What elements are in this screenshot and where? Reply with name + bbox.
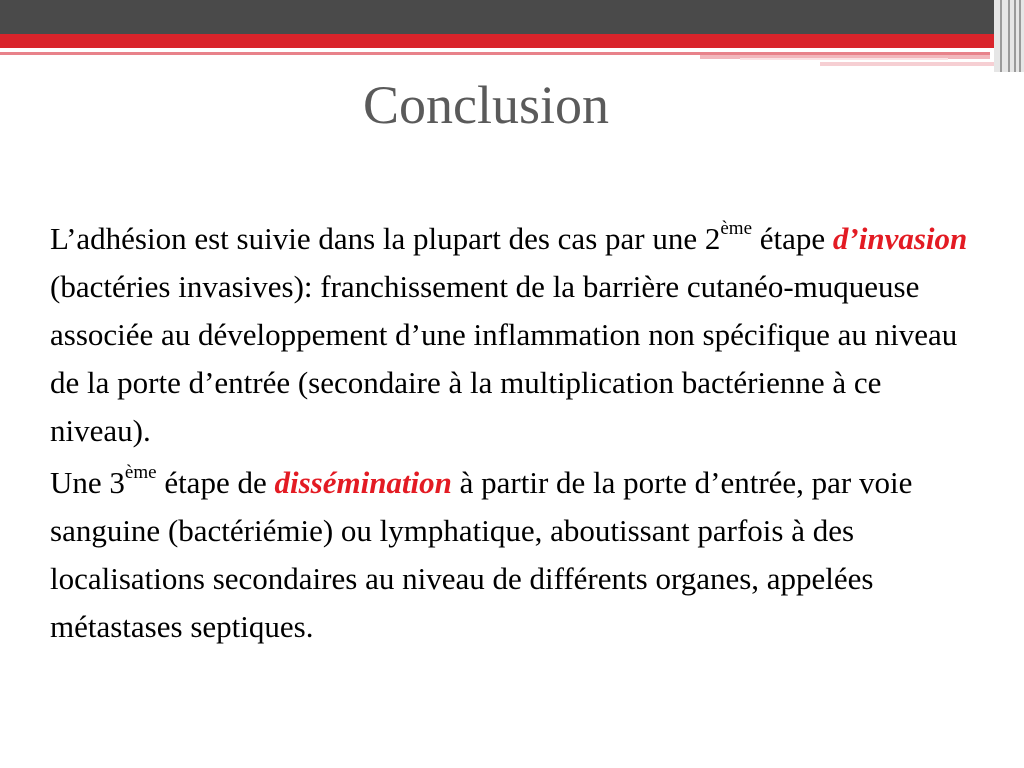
slide-title: Conclusion xyxy=(362,75,609,135)
paragraph-text: à partir de la porte d’entrée, par voie sanguine (bactériémie) ou lymphatique, aboutissant parfois à des localisations secondaires au niveau de différents organes, appelées métastases septiques. xyxy=(50,465,913,644)
slide-body xyxy=(50,215,980,651)
paragraph-text: étape de xyxy=(156,465,275,500)
paragraph-text: étape xyxy=(752,221,833,256)
highlight-term: d’invasion xyxy=(832,221,968,256)
header-accent-line xyxy=(740,58,948,60)
highlight-term: dissémination xyxy=(274,465,452,500)
superscript: ème xyxy=(124,461,157,483)
header-red-band xyxy=(0,34,1024,48)
paragraph-invasion xyxy=(50,215,980,455)
header-corner-decoration xyxy=(994,0,1024,72)
paragraph-text: (bactéries invasives): franchissement de la barrière cutanéo-muqueuse associée au développement d’une inflammation non spécifique au niveau de la porte d’entrée (secondaire à la multiplication bactérienne à ce niveau). xyxy=(50,269,958,448)
superscript: ème xyxy=(720,217,753,239)
paragraph-text: Une 3 xyxy=(50,465,125,500)
paragraph-text: L’adhésion est suivie dans la plupart des cas par une 2 xyxy=(50,221,721,256)
header-accent-line xyxy=(820,62,1000,66)
header-bar xyxy=(0,0,1024,34)
paragraph-dissemination xyxy=(50,459,980,651)
